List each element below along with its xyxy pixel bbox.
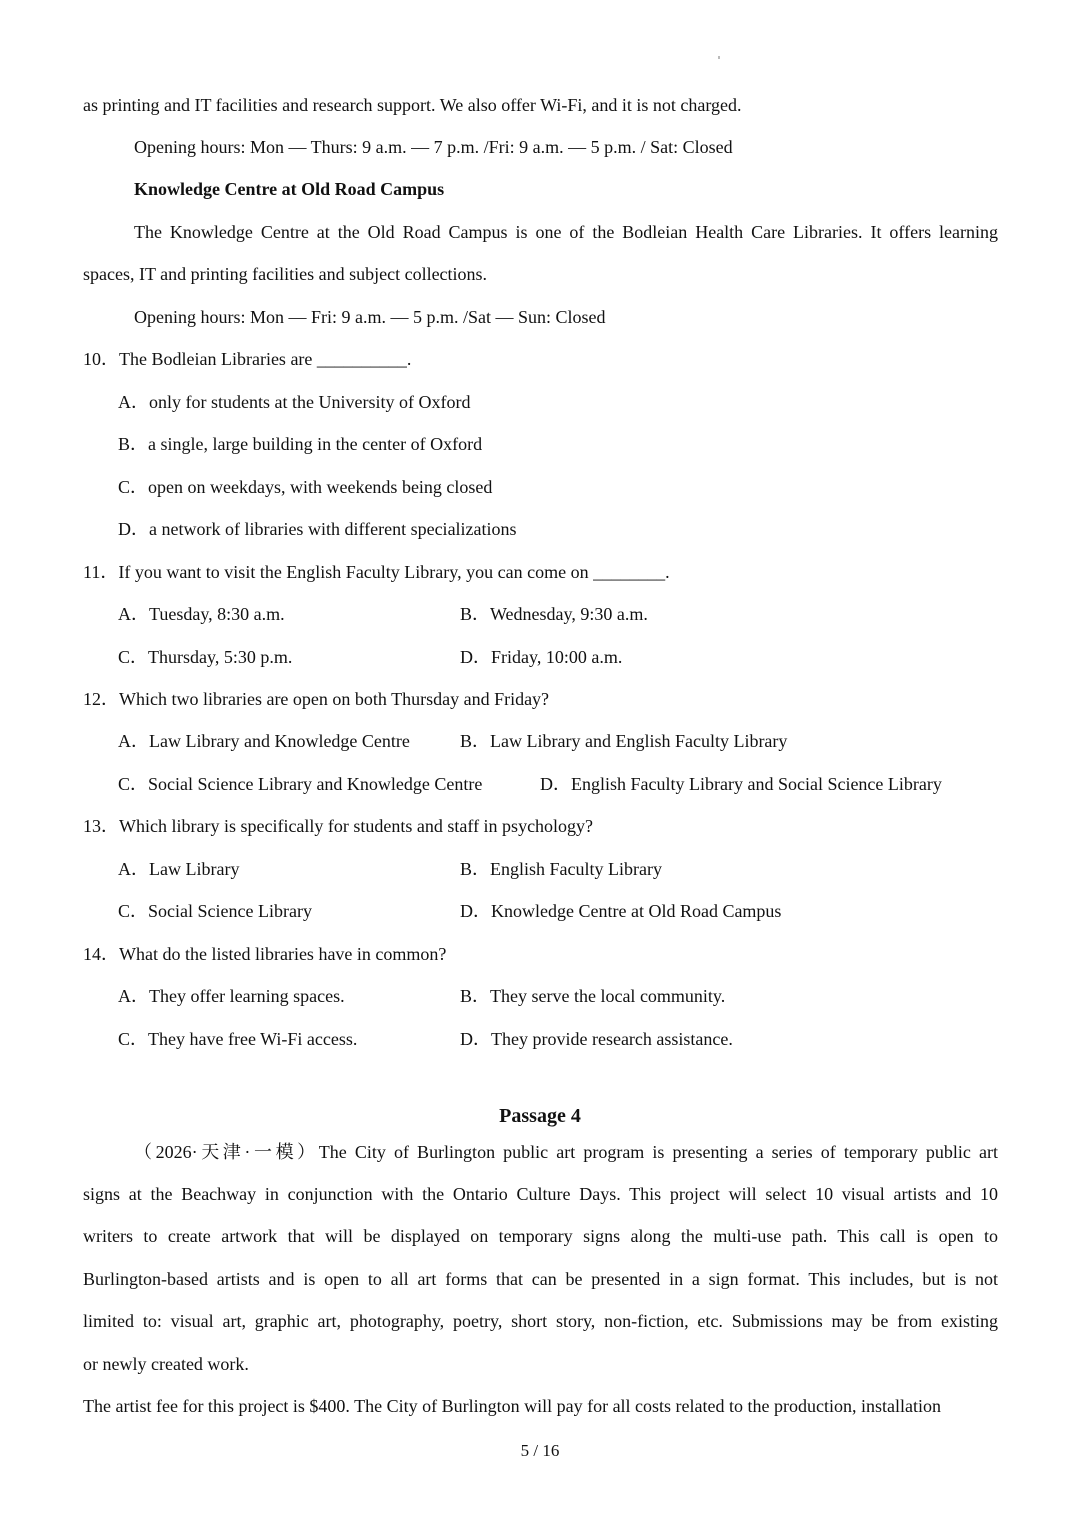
passage-text: signs at the Beachway in conjunction with the Ontario Culture Days. This project will select 10 visual artists and 10 bbox=[83, 1184, 998, 1204]
section-heading: Knowledge Centre at Old Road Campus bbox=[134, 179, 445, 199]
passage-text: The Knowledge Centre at the Old Road Campus is one of the Bodleian Health Care Libraries. It offers learning bbox=[134, 222, 998, 242]
passage-text: Burlington-based artists and is open to all art forms that can be presented in a sign format. This includes, but is not bbox=[83, 1269, 998, 1289]
question-stem: 11．If you want to visit the English Faculty Library, you can come on ________. bbox=[83, 562, 670, 582]
option-c: C．Thursday, 5:30 p.m. bbox=[118, 647, 293, 667]
option-d: D．They provide research assistance. bbox=[460, 1029, 733, 1049]
passage-text: writers to create artwork that will be displayed on temporary signs along the multi-use path. This call is open to bbox=[83, 1226, 998, 1246]
option-c: C．Social Science Library bbox=[118, 901, 312, 921]
passage-text: （2026·天津·一模）The City of Burlington public art program is presenting a series of temporary public art bbox=[134, 1142, 998, 1162]
option-b: B．English Faculty Library bbox=[460, 859, 662, 879]
option-d: D．Knowledge Centre at Old Road Campus bbox=[460, 901, 782, 921]
opening-hours: Opening hours: Mon — Fri: 9 a.m. — 5 p.m. /Sat — Sun: Closed bbox=[134, 307, 606, 327]
passage-text: as printing and IT facilities and research support. We also offer Wi-Fi, and it is not charged. bbox=[83, 95, 742, 115]
page-number: 5 / 16 bbox=[520, 1441, 560, 1460]
option-a: A．Law Library bbox=[118, 859, 240, 879]
option-b: B．They serve the local community. bbox=[460, 986, 726, 1006]
option-c: C．They have free Wi-Fi access. bbox=[118, 1029, 358, 1049]
question-stem: 14．What do the listed libraries have in common? bbox=[83, 944, 447, 964]
question-stem: 12．Which two libraries are open on both Thursday and Friday? bbox=[83, 689, 550, 709]
option-a: A．Law Library and Knowledge Centre bbox=[118, 731, 410, 751]
option-d: D．Friday, 10:00 a.m. bbox=[460, 647, 623, 667]
option-b: B．Wednesday, 9:30 a.m. bbox=[460, 604, 648, 624]
option-d: D．English Faculty Library and Social Science Library bbox=[540, 774, 942, 794]
option-b: B．a single, large building in the center of Oxford bbox=[118, 434, 483, 454]
passage-title: Passage 4 bbox=[499, 1105, 581, 1127]
question-stem: 13．Which library is specifically for students and staff in psychology? bbox=[83, 816, 594, 836]
opening-hours: Opening hours: Mon — Thurs: 9 a.m. — 7 p.m. /Fri: 9 a.m. — 5 p.m. / Sat: Closed bbox=[134, 137, 733, 157]
passage-text: or newly created work. bbox=[83, 1354, 249, 1374]
passage-text: The artist fee for this project is $400. The City of Burlington will pay for all costs related to the production, installation bbox=[83, 1396, 941, 1416]
option-a: A．Tuesday, 8:30 a.m. bbox=[118, 604, 285, 624]
option-a: A．only for students at the University of Oxford bbox=[118, 392, 471, 412]
scan-mark bbox=[718, 56, 720, 59]
option-a: A．They offer learning spaces. bbox=[118, 986, 345, 1006]
passage-text: spaces, IT and printing facilities and subject collections. bbox=[83, 264, 488, 284]
option-b: B．Law Library and English Faculty Library bbox=[460, 731, 788, 751]
option-c: C．open on weekdays, with weekends being closed bbox=[118, 477, 493, 497]
question-stem: 10．The Bodleian Libraries are __________. bbox=[83, 349, 412, 369]
option-c: C．Social Science Library and Knowledge Centre bbox=[118, 774, 483, 794]
option-d: D．a network of libraries with different specializations bbox=[118, 519, 517, 539]
passage-text: limited to: visual art, graphic art, photography, poetry, short story, non-fiction, etc. Submissions may be from existing bbox=[83, 1311, 998, 1331]
